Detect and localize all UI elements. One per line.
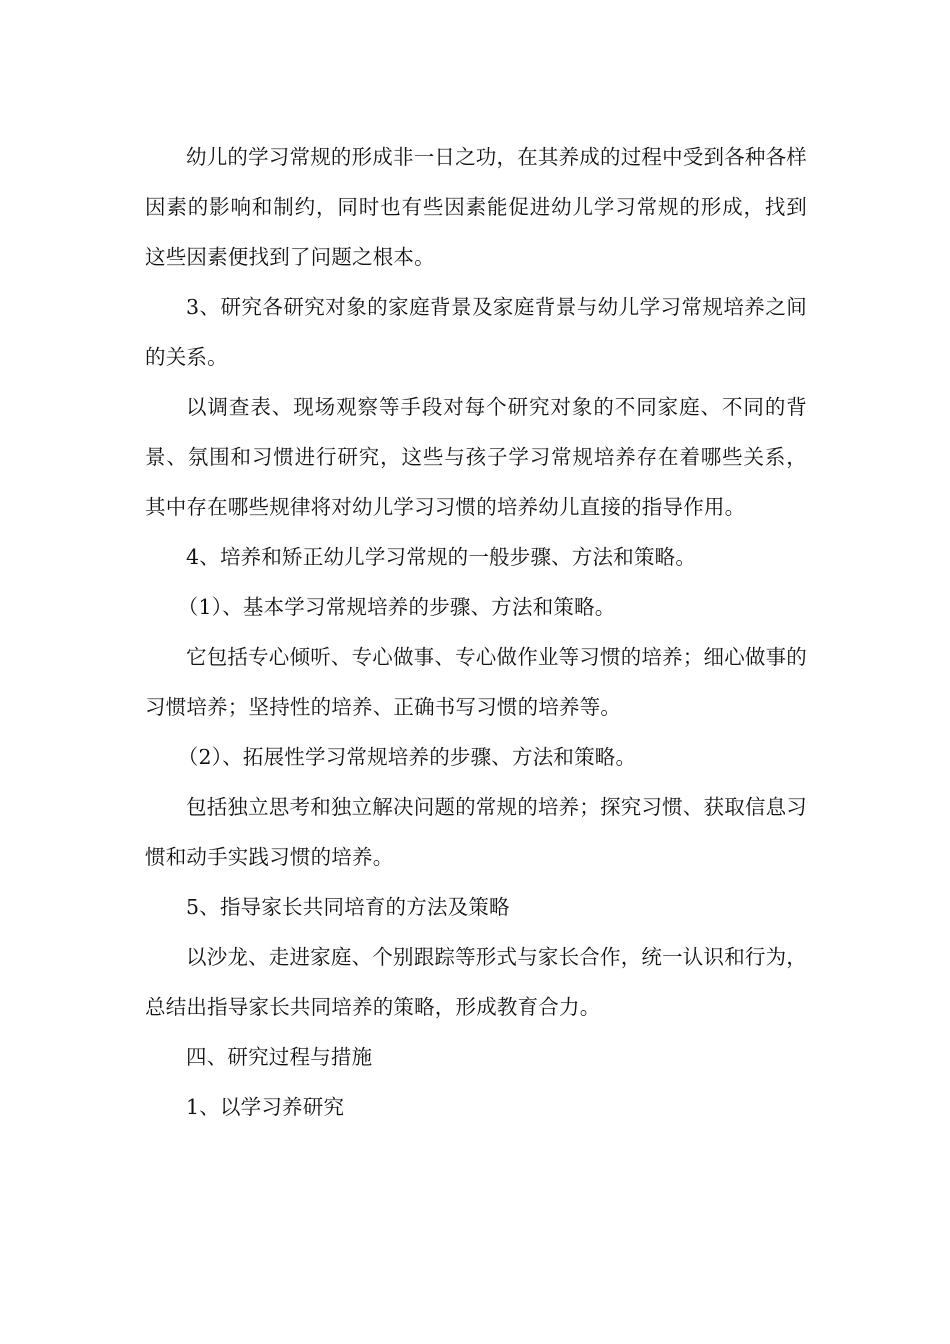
paragraph-parent-cooperation: 以沙龙、走进家庭、个别跟踪等形式与家长合作，统一认识和行为，总结出指导家长共同培养的策略，形成教育合力。 [145, 945, 807, 1019]
section-heading-4: 四、研究过程与措施 [186, 1045, 373, 1069]
paragraph-basic-habits: 它包括专心倾听、专心做事、专心做作业等习惯的培养；细心做事的习惯培养；坚持性的培养、正确书写习惯的培养等。 [145, 645, 807, 719]
heading-item-3: 3、研究各研究对象的家庭背景及家庭背景与幼儿学习常规培养之间的关系。 [145, 295, 807, 369]
heading-item-5: 5、指导家长共同培育的方法及策略 [186, 895, 510, 919]
subheading-2: （2）、拓展性学习常规培养的步骤、方法和策略。 [177, 745, 637, 769]
heading-item-4: 4、培养和矫正幼儿学习常规的一般步骤、方法和策略。 [186, 545, 697, 569]
paragraph-extended-habits: 包括独立思考和独立解决问题的常规的培养；探究习惯、获取信息习惯和动手实践习惯的培养。 [145, 795, 807, 869]
heading-item-1: 1、以学习养研究 [186, 1095, 345, 1119]
subheading-1: （1）、基本学习常规培养的步骤、方法和策略。 [177, 595, 616, 619]
paragraph-learning-habits-factors: 幼儿的学习常规的形成非一日之功，在其养成的过程中受到各种各样因素的影响和制约，同时也有些因素能促进幼儿学习常规的形成，找到这些因素便找到了问题之根本。 [145, 145, 807, 269]
document-body [145, 132, 807, 1132]
paragraph-family-background: 以调查表、现场观察等手段对每个研究对象的不同家庭、不同的背景、氛围和习惯进行研究，这些与孩子学习常规培养存在着哪些关系，其中存在哪些规律将对幼儿学习习惯的培养幼儿直接的指导作用。 [145, 395, 807, 519]
